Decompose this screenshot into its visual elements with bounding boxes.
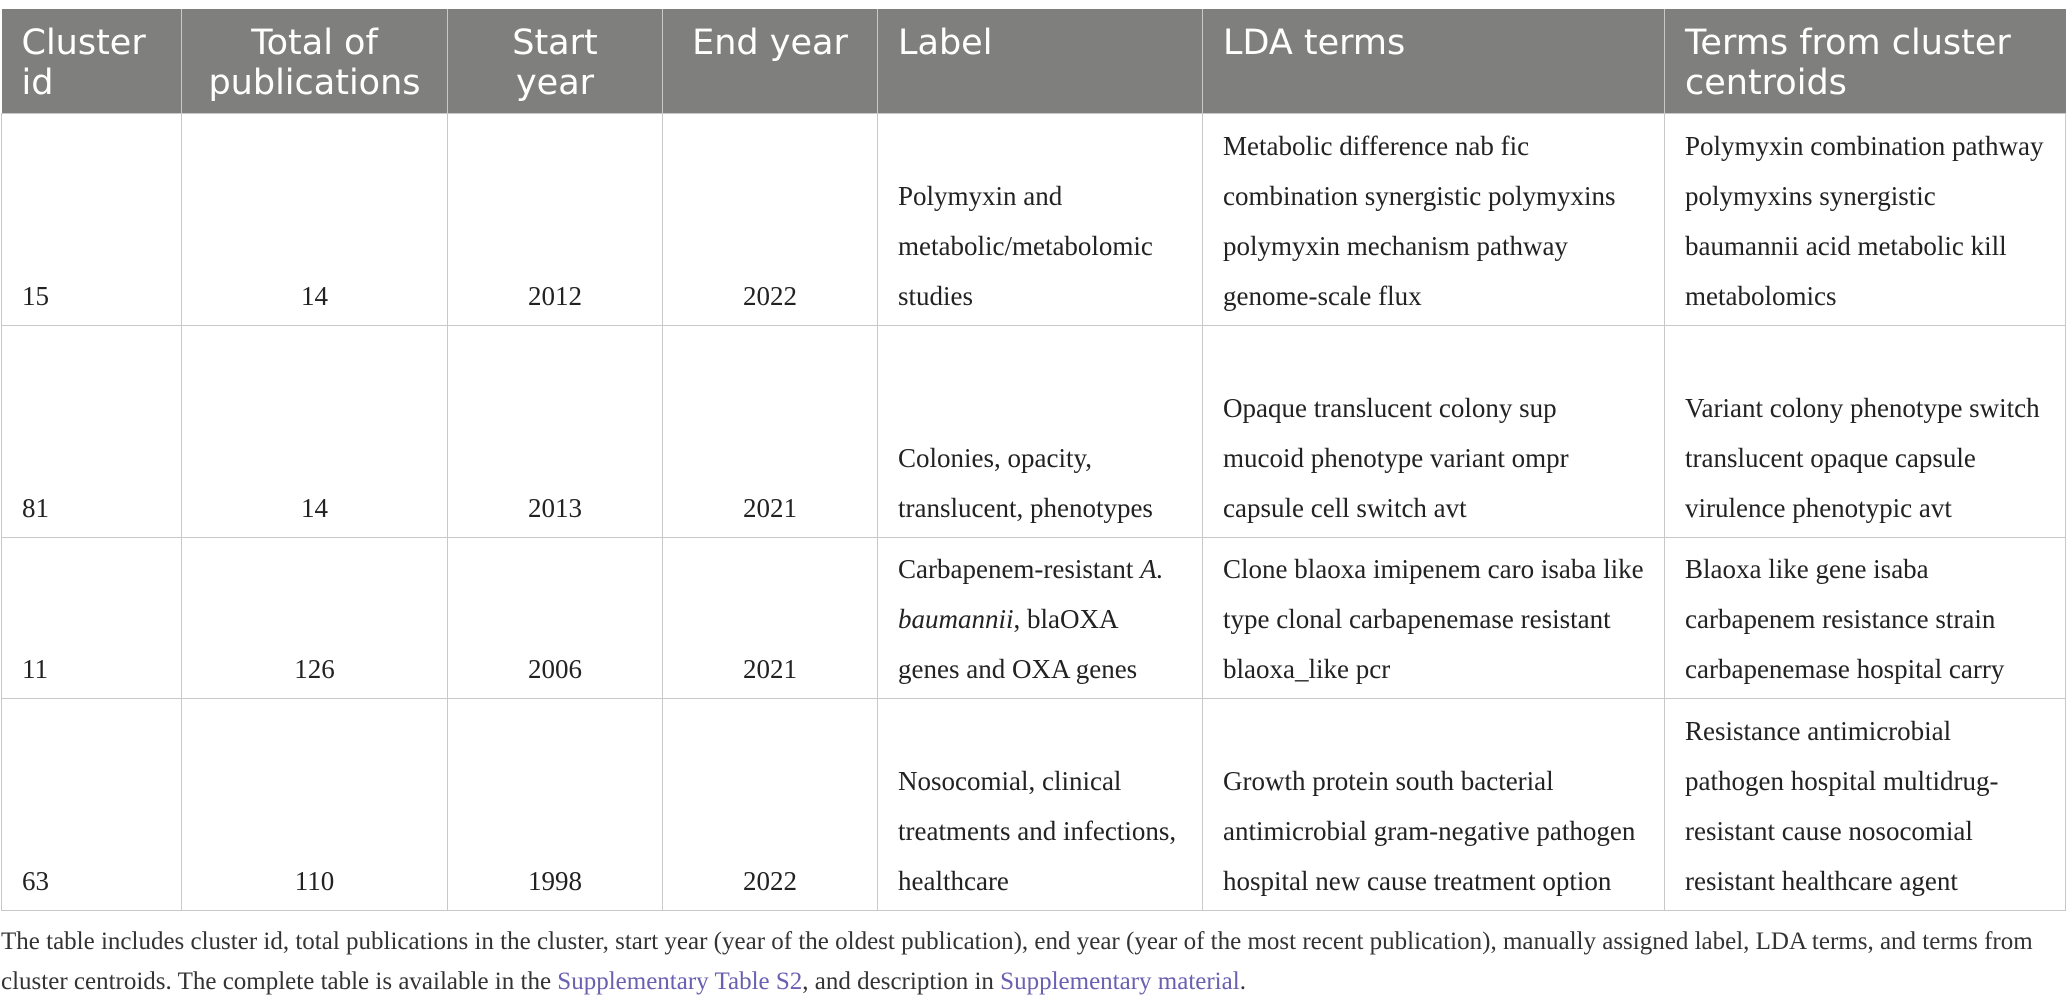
header-total-publications: Total of publications <box>182 9 448 114</box>
cell-total-publications: 110 <box>182 699 448 911</box>
cell-label: Polymyxin and metabolic/metabolomic studies <box>878 114 1203 326</box>
cell-cluster-id: 81 <box>2 326 182 538</box>
table-row <box>2 699 2066 911</box>
cell-end-year: 2022 <box>663 699 878 911</box>
table-header-row <box>2 9 2066 114</box>
header-label: Label <box>878 9 1203 114</box>
cluster-table <box>1 9 2066 911</box>
cluster-table-container <box>1 9 2065 911</box>
header-start-year: Start year <box>448 9 663 114</box>
cell-lda-terms: Metabolic difference nab fic combination synergistic polymyxins polymyxin mechanism pathway genome-scale flux <box>1203 114 1665 326</box>
cell-centroid-terms: Variant colony phenotype switch translucent opaque capsule virulence phenotypic avt <box>1665 326 2066 538</box>
header-lda-terms: LDA terms <box>1203 9 1665 114</box>
cell-centroid-terms: Resistance antimicrobial pathogen hospital multidrug-resistant cause nosocomial resistant healthcare agent <box>1665 699 2066 911</box>
cell-end-year: 2021 <box>663 326 878 538</box>
footnote-text: . <box>1239 968 1246 995</box>
supplementary-table-link[interactable]: Supplementary Table S2 <box>557 968 803 995</box>
table-footnote <box>1 922 2061 1002</box>
cell-lda-terms: Opaque translucent colony sup mucoid phenotype variant ompr capsule cell switch avt <box>1203 326 1665 538</box>
header-centroid-terms: Terms from cluster centroids <box>1665 9 2066 114</box>
header-end-year: End year <box>663 9 878 114</box>
cell-end-year: 2022 <box>663 114 878 326</box>
cell-label: Colonies, opacity, translucent, phenotypes <box>878 326 1203 538</box>
table-row <box>2 326 2066 538</box>
cell-lda-terms: Growth protein south bacterial antimicrobial gram-negative pathogen hospital new cause treatment option <box>1203 699 1665 911</box>
supplementary-material-link[interactable]: Supplementary material <box>1000 968 1240 995</box>
cell-total-publications: 14 <box>182 326 448 538</box>
cell-start-year: 1998 <box>448 699 663 911</box>
cell-cluster-id: 15 <box>2 114 182 326</box>
cell-centroid-terms: Blaoxa like gene isaba carbapenem resistance strain carbapenemase hospital carry <box>1665 538 2066 699</box>
label-species-italic: A. baumannii <box>898 554 1164 634</box>
cell-cluster-id: 11 <box>2 538 182 699</box>
cell-start-year: 2012 <box>448 114 663 326</box>
cell-label <box>878 538 1203 699</box>
cell-start-year: 2006 <box>448 538 663 699</box>
table-row <box>2 114 2066 326</box>
cell-centroid-terms: Polymyxin combination pathway polymyxins synergistic baumannii acid metabolic kill metabolomics <box>1665 114 2066 326</box>
cell-lda-terms: Clone blaoxa imipenem caro isaba like type clonal carbapenemase resistant blaoxa_like pcr <box>1203 538 1665 699</box>
label-text-suffix: , blaOXA genes and OXA genes <box>898 604 1138 684</box>
footnote-text: , and description in <box>802 968 1001 995</box>
table-row <box>2 538 2066 699</box>
cell-start-year: 2013 <box>448 326 663 538</box>
header-cluster-id: Cluster id <box>2 9 182 114</box>
cell-total-publications: 126 <box>182 538 448 699</box>
cell-total-publications: 14 <box>182 114 448 326</box>
cell-cluster-id: 63 <box>2 699 182 911</box>
cell-label: Nosocomial, clinical treatments and infections, healthcare <box>878 699 1203 911</box>
footnote-text: The table includes cluster id, total publications in the cluster, start year (year of the oldest publication), end year (year of the most recent publication), manually assigned label, LDA terms, and terms from cluster centroids. The complete table is available in the <box>1 928 2033 995</box>
label-text-prefix: Carbapenem-resistant <box>898 554 1141 584</box>
cell-end-year: 2021 <box>663 538 878 699</box>
